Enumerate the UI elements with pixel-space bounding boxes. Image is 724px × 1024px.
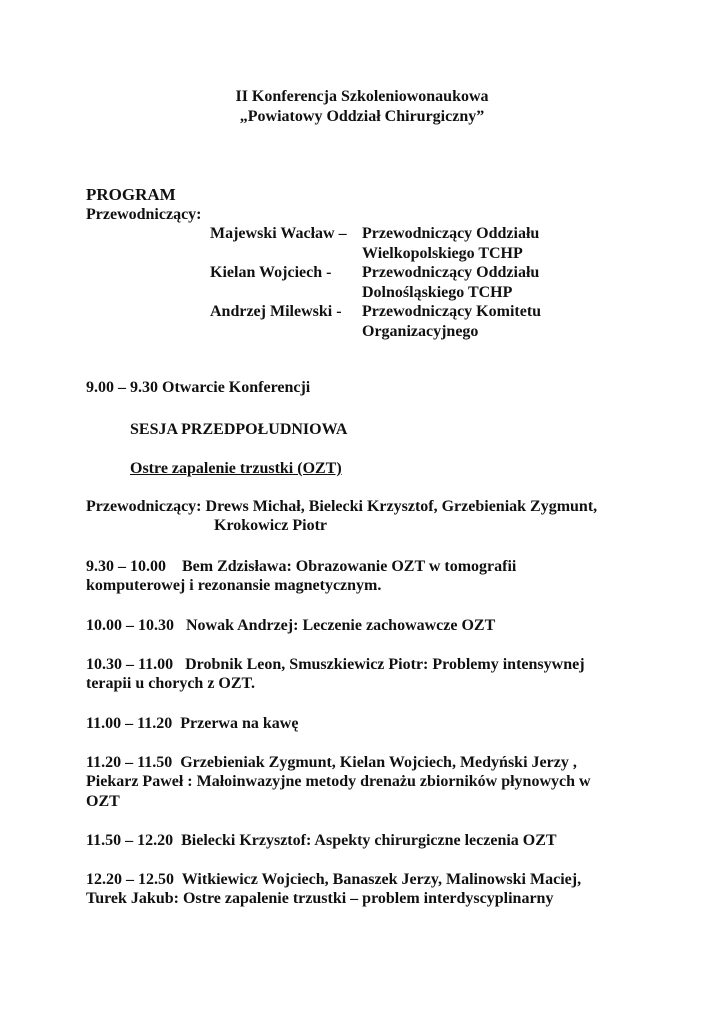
schedule-item-2-line1: 10.00 – 10.30 Nowak Andrzej: Leczenie zachowawcze OZT	[86, 617, 496, 634]
schedule-item-5-line2: Piekarz Paweł : Małoinwazyjne metody drenażu zbiorników płynowych w	[86, 773, 591, 790]
chair-role-1-line2: Wielkopolskiego TCHP	[362, 245, 523, 262]
chair-role-2-line1: Przewodniczący Oddziału	[362, 264, 540, 281]
session-topic: Ostre zapalenie trzustki (OZT)	[130, 460, 342, 477]
session-chairs-line2: Krokowicz Piotr	[214, 517, 328, 534]
chair-role-3-line2: Organizacyjnego	[362, 323, 479, 340]
schedule-item-7-line1: 12.20 – 12.50 Witkiewicz Wojciech, Banaszek Jerzy, Malinowski Maciej,	[86, 871, 582, 888]
chair-role-2-line2: Dolnośląskiego TCHP	[362, 284, 513, 301]
schedule-item-6-line1: 11.50 – 12.20 Bielecki Krzysztof: Aspekty chirurgiczne leczenia OZT	[86, 832, 557, 849]
schedule-item-7-line2: Turek Jakub: Ostre zapalenie trzustki – problem interdyscyplinarny	[86, 890, 554, 907]
opening-line: 9.00 – 9.30 Otwarcie Konferencji	[86, 379, 311, 396]
schedule-item-3-line2: terapii u chorych z OZT.	[86, 675, 256, 692]
session-chairs-line1: Przewodniczący: Drews Michał, Bielecki Krzysztof, Grzebieniak Zygmunt,	[86, 498, 598, 515]
chair-name-1: Majewski Wacław –	[210, 225, 347, 242]
session-title: SESJA PRZEDPOŁUDNIOWA	[130, 421, 348, 438]
chair-name-2: Kielan Wojciech -	[210, 264, 332, 281]
conference-title: II Konferencja Szkoleniowonaukowa	[235, 88, 489, 105]
chair-role-3-line1: Przewodniczący Komitetu	[362, 303, 542, 320]
conference-subtitle: „Powiatowy Oddział Chirurgiczny”	[239, 108, 485, 125]
chairs-label: Przewodniczący:	[86, 206, 202, 223]
schedule-item-5-line1: 11.20 – 11.50 Grzebieniak Zygmunt, Kielan Wojciech, Medyński Jerzy ,	[86, 754, 577, 771]
chair-role-1-line1: Przewodniczący Oddziału	[362, 225, 540, 242]
schedule-item-1-line2: komputerowej i rezonansie magnetycznym.	[86, 577, 382, 594]
schedule-item-4-line1: 11.00 – 11.20 Przerwa na kawę	[86, 715, 299, 732]
chair-name-3: Andrzej Milewski -	[210, 303, 342, 320]
schedule-item-5-line3: OZT	[86, 793, 120, 810]
schedule-item-3-line1: 10.30 – 11.00 Drobnik Leon, Smuszkiewicz Piotr: Problemy intensywnej	[86, 656, 585, 673]
program-heading: PROGRAM	[86, 185, 176, 204]
schedule-item-1-line1: 9.30 – 10.00 Bem Zdzisława: Obrazowanie OZT w tomografii	[86, 558, 517, 575]
